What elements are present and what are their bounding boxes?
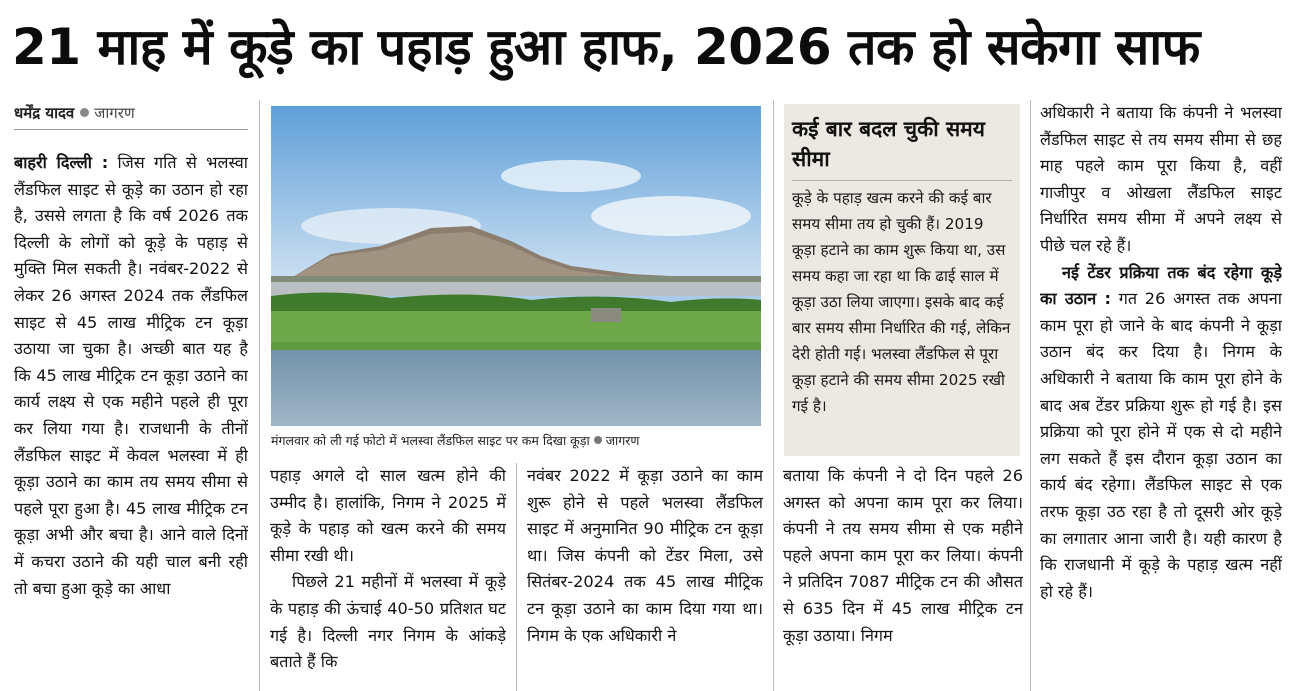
sidebar-box bbox=[784, 104, 1020, 456]
col5-subhead: नई टेंडर प्रक्रिया तक बंद रहेगा कूड़े का उठान : bbox=[1040, 262, 1282, 309]
landfill-photo bbox=[271, 106, 761, 426]
sidebar-text: कूड़े के पहाड़ खत्म करने की कई बार समय सीमा तय हो चुकी हैं। 2019 कूड़ा हटाने का काम शुरू किया था, उस समय कहा जा रहा था कि ढाई साल में कूड़ा उठा लिया जाएगा। इसके बाद कई बार समय सीमा निर्धारित की गई, लेकिन देरी होती गई। भलस्वा लैंडफिल से पूरा कूड़ा हटाने की समय सीमा 2025 रखी गई है। bbox=[792, 180, 1012, 419]
byline bbox=[14, 103, 248, 130]
column-divider bbox=[516, 463, 517, 691]
article-column-3 bbox=[527, 463, 763, 691]
credit-dot-icon bbox=[594, 436, 602, 444]
column-divider bbox=[1030, 100, 1031, 691]
col2-paragraph-2: पिछले 21 महीनों में भलस्वा में कूड़े के पहाड़ की ऊंचाई 40-50 प्रतिशत घट गई है। दिल्ली नगर निगम के आंकड़े बताते हैं कि bbox=[270, 572, 506, 672]
landfill-photo-image bbox=[271, 106, 761, 426]
article-column-2 bbox=[270, 463, 506, 691]
col3-paragraph: नवंबर 2022 में कूड़ा उठाने का काम शुरू होने से पहले भलस्वा लैंडफिल साइट में अनुमानित 90 मीट्रिक टन कूड़ा था। जिस कंपनी को टेंडर मिला, उसे सितंबर-2024 तक 45 लाख मीट्रिक टन कूड़ा उठाने का काम दिया गया था। निगम के एक अधिकारी ने bbox=[527, 466, 763, 645]
column-divider bbox=[259, 100, 260, 691]
article-column-4 bbox=[783, 463, 1023, 691]
col4-paragraph: बताया कि कंपनी ने दो दिन पहले 26 अगस्त को अपना काम पूरा कर लिया। कंपनी ने तय समय सीमा से एक महीने पहले अपना काम पूरा कर लिया। कंपनी ने प्रतिदिन 7087 मीट्रिक टन की औसत से 635 दिन में 45 लाख मीट्रिक टन कूड़ा उठाया। निगम bbox=[783, 466, 1023, 645]
article-column-1 bbox=[14, 150, 248, 690]
dateline: बाहरी दिल्ली : bbox=[14, 153, 109, 172]
agency-dot-icon bbox=[80, 108, 89, 117]
caption-text: मंगलवार को ली गई फोटो में भलस्वा लैंडफिल साइट पर कम दिखा कूड़ा bbox=[271, 433, 590, 448]
byline-agency: जागरण bbox=[94, 104, 135, 122]
byline-author: धर्मेंद्र यादव bbox=[14, 104, 75, 122]
col1-text: जिस गति से भलस्वा लैंडफिल साइट से कूड़े का उठान हो रहा है, उससे लगता है कि वर्ष 2026 तक दिल्ली के लोगों को कूड़े के पहाड़ से मुक्ति मिल सकती है। नवंबर-2022 से लेकर 26 अगस्त 2024 तक लैंडफिल साइट से 45 लाख मीट्रिक टन कूड़ा उठाया जा चुका है। अच्छी बात यह है कि 45 लाख मीट्रिक टन कूड़ा उठाने का कार्य लक्ष्य से एक महीने पहले ही पूरा कर लिया गया है। राजधानी के तीनों लैंडफिल साइट में केवल भलस्वा में ही कूड़ा उठाने का काम तय समय सीमा से पहले पूरा हुआ है। 45 लाख मीट्रिक टन कूड़ा अभी और बचा है। आने वाले दिनों में कचरा उठाने की यही चाल बनी रही तो बचा हुआ कूड़े का आधा bbox=[14, 153, 248, 598]
headline: 21 माह में कूड़े का पहाड़ हुआ हाफ, 2026 तक हो सकेगा साफ bbox=[12, 18, 1200, 76]
column-divider bbox=[773, 100, 774, 691]
photo-caption bbox=[271, 430, 763, 452]
photo-credit: जागरण bbox=[605, 433, 640, 448]
article-column-5 bbox=[1040, 100, 1282, 691]
col5-paragraph-2: गत 26 अगस्त तक अपना काम पूरा हो जाने के बाद कंपनी ने कूड़ा उठान बंद कर दिया है। निगम के अधिकारी ने बताया कि काम पूरा होने के बाद अब टेंडर प्रक्रिया शुरू हो गई है। इस प्रक्रिया को पूरा होने में एक से दो महीने लग सकते हैं इस दौरान कूड़ा उठान का कार्य बंद रहेगा। लैंडफिल साइट से एक तरफ कूड़ा उठ रहा है तो दूसरी ओर कूड़े का लगातार आना जारी है। यही कारण है कि राजधानी में कूड़े के पहाड़ खत्म नहीं हो रहे हैं। bbox=[1040, 289, 1282, 601]
col5-paragraph-1: अधिकारी ने बताया कि कंपनी ने भलस्वा लैंडफिल साइट से तय समय सीमा से छह माह पहले काम पूरा किया है, वहीं गाजीपुर व ओखला लैंडफिल साइट निर्धारित समय सीमा में अपने लक्ष्य से पीछे चल रहे हैं। bbox=[1040, 103, 1282, 255]
col2-paragraph-1: पहाड़ अगले दो साल खत्म होने की उम्मीद है। हालांकि, निगम ने 2025 में कूड़े के पहाड़ को खत्म करने की समय सीमा रखी थी। bbox=[270, 466, 506, 565]
sidebar-title: कई बार बदल चुकी समय सीमा bbox=[792, 117, 985, 171]
